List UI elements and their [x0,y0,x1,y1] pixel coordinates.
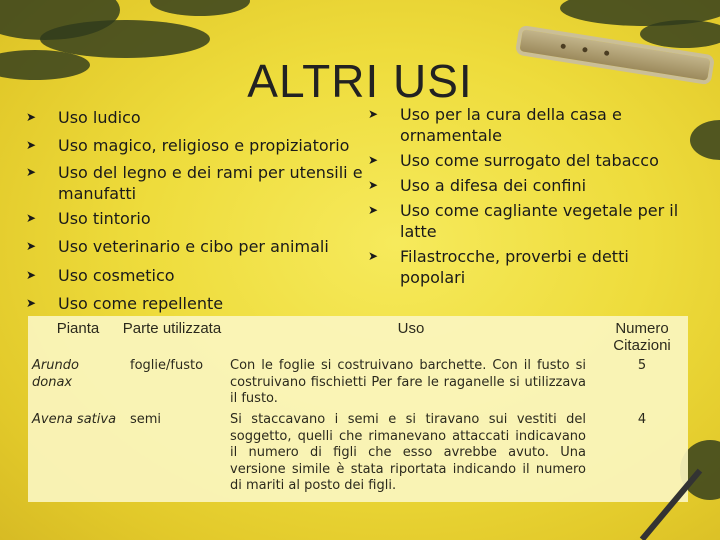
list-item: ➤ Uso veterinario e cibo per animali [26,237,329,256]
table-cell-pianta: Avena sativa [32,412,117,427]
list-item: ➤ Uso cosmetico [26,266,175,285]
arrow-bullet-icon: ➤ [26,110,37,124]
arrow-bullet-icon: ➤ [26,138,37,152]
arrow-bullet-icon: ➤ [368,178,379,192]
table-header-citazioni: Numero Citazioni [613,320,671,354]
list-item: ➤ Uso magico, religioso e propiziatorio [26,136,350,155]
table-header-parte: Parte utilizzata [122,320,222,337]
table-cell-uso: Si staccavano i semi e si tiravano sui vestiti del soggetto, quelli che rimanevano attaccati indicavano il numero di figli che esso avrebbe avuto. Una versione simile è stata riportata indicando il numero di mariti al posto dei figli. [230,412,586,493]
arrow-bullet-icon: ➤ [26,296,37,310]
slide-title: ALTRI USI [247,55,473,107]
arrow-bullet-icon: ➤ [26,165,37,179]
arrow-bullet-icon: ➤ [368,107,379,121]
table-header-pianta: Pianta [56,320,100,337]
table-cell-parte: foglie/fusto [130,358,204,373]
arrow-bullet-icon: ➤ [26,268,37,282]
list-item: ➤ Uso tintorio [26,209,151,228]
list-item: ➤ Uso per la cura della casa e ornamentale [368,105,622,145]
table-cell-citazioni: 5 [637,358,647,373]
table-header-uso: Uso [397,320,425,337]
arrow-bullet-icon: ➤ [368,249,379,263]
list-item: ➤ Uso come repellente [26,294,224,313]
list-item: ➤ Filastrocche, proverbi e detti popolari [368,247,629,287]
arrow-bullet-icon: ➤ [26,211,37,225]
list-item: ➤ Uso a difesa dei confini [368,176,587,195]
table-cell-parte: semi [130,412,162,427]
list-item: ➤ Uso come surrogato del tabacco [368,151,659,170]
plants-table [28,316,688,502]
list-item: ➤ Uso come cagliante vegetale per il latte [368,201,679,241]
table-cell-pianta: Arundo donax [32,358,79,390]
arrow-bullet-icon: ➤ [26,239,37,253]
table-cell-uso: Con le foglie si costruivano barchette. Con il fusto si costruivano fischietti Per fare le raganelle si utilizzava il fusto. [230,358,586,406]
table-cell-citazioni: 4 [637,412,647,427]
arrow-bullet-icon: ➤ [368,153,379,167]
arrow-bullet-icon: ➤ [368,203,379,217]
list-item: ➤ Uso ludico [26,108,141,127]
list-item: ➤ Uso del legno e dei rami per utensili e manufatti [26,163,363,203]
